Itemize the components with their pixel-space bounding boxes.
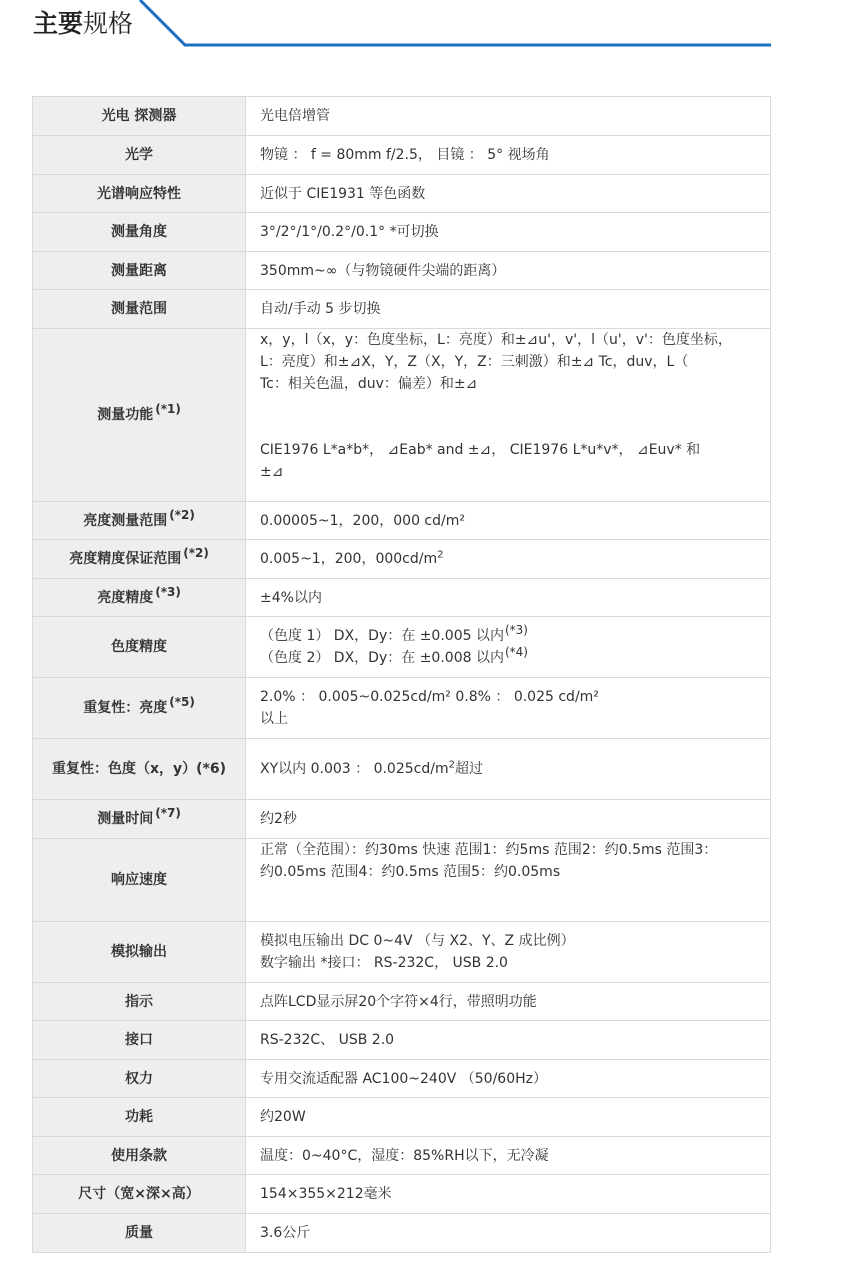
spec-value [246,839,771,922]
footnote-ref: (*7) [155,806,181,820]
spec-label: 色度精度 [33,617,246,678]
footnote-ref: (*3) [155,584,181,599]
spec-row [33,97,771,136]
spec-label: 测量角度 [33,213,246,252]
spec-label: 光学 [33,136,246,175]
spec-label: 功耗 [33,1098,246,1137]
section-title-light: 规格 [83,9,134,38]
spec-label: 光电 探测器 [33,97,246,136]
value-line: L：亮度）和±⊿X，Y，Z（X，Y，Z：三刺激）和±⊿ Tc，duv，L（ [260,354,689,370]
spec-value: RS-232C、 USB 2.0 [246,1021,771,1060]
spec-label: 测量范围 [33,290,246,329]
spec-row [33,617,771,678]
spec-label: 接口 [33,1021,246,1060]
spec-label: 光谱响应特性 [33,175,246,213]
spec-value: 温度：0~40°C，湿度：85%RH以下，无冷凝 [246,1137,771,1175]
value-line: ±⊿ [260,464,284,480]
value-line: Tc：相关色温，duv：偏差）和±⊿ [260,376,478,392]
spec-label: 重复性：亮度 (*5) [33,678,246,739]
spec-label: 亮度精度 (*3) [33,579,246,617]
spec-value: ±4%以内 [246,579,771,617]
value-line: 数字输出 *接口： RS-232C， USB 2.0 [260,955,508,971]
spec-label: 使用条款 [33,1137,246,1175]
footnote-ref: (*1) [155,402,181,416]
value-line: 约0.05ms 范围4：约0.5ms 范围5：约0.05ms [260,864,561,880]
spec-value [246,922,771,983]
section-header [0,0,841,60]
spec-table [32,96,771,1253]
footnote-ref: (*2) [183,546,209,560]
spec-label: 测量功能 (*1) [33,329,246,502]
spec-row [33,252,771,290]
spec-row [33,579,771,617]
spec-row [33,1021,771,1060]
spec-label: 测量距离 [33,252,246,290]
spec-label: 测量时间 (*7) [33,800,246,839]
spec-value: XY以内 0.003 ： $0.025cd/m^2$超过 [246,739,771,800]
spec-row [33,800,771,839]
spec-value [246,617,771,678]
spec-value: 3°/2°/1°/0.2°/0.1° *可切换 [246,213,771,252]
spec-row [33,213,771,252]
value-line: 模拟电压输出 DC 0~4V （与 X2、Y、Z 成比例） [260,933,575,949]
spec-label: 模拟输出 [33,922,246,983]
spec-row [33,739,771,800]
spec-label: 权力 [33,1060,246,1098]
value-line: （色度 1） DX，Dy：在 ±0.005 以内(*3) [260,623,528,644]
value-line: 2.0% ： 0.005~0.025cd/m² 0.8% ： 0.025 cd/m² [260,689,599,705]
title-underline [0,0,841,60]
spec-value: 物镜 ： f = 80mm f/2.5， 目镜 ： 5° 视场角 [246,136,771,175]
spec-row [33,540,771,579]
spec-row [33,1098,771,1137]
spec-row [33,502,771,540]
spec-row [33,678,771,739]
spacer [260,395,762,439]
value-line: （色度 2） DX，Dy：在 ±0.008 以内(*4) [260,645,528,666]
spec-value: 点阵LCD显示屏20个字符×4行，带照明功能 [246,983,771,1021]
spec-value [246,678,771,739]
spec-row [33,1060,771,1098]
spec-value: 154×355×212毫米 [246,1175,771,1214]
spec-value: 光电倍增管 [246,97,771,136]
spec-row [33,983,771,1021]
spec-value: 自动/手动 5 步切换 [246,290,771,329]
value-line: 以上 [260,711,288,727]
spec-label: 质量 [33,1214,246,1253]
spec-label: 重复性：色度（x，y）(*6) [33,739,246,800]
spec-value: 专用交流适配器 AC100~240V （50/60Hz） [246,1060,771,1098]
spec-label: 尺寸（宽×深×高） [33,1175,246,1214]
footnote-ref: (*2) [169,507,195,522]
spec-label: 亮度精度保证范围 (*2) [33,540,246,579]
footnote-ref: (*5) [169,695,195,709]
spec-value: 3.6公斤 [246,1214,771,1253]
spec-value: 0.005~1，200，$000cd/m^2$ [246,540,771,579]
value-line: x，y，l（x，y：色度坐标，L：亮度）和±⊿u'，v'，l（u'，v'：色度坐标， [260,332,732,348]
spec-label: 指示 [33,983,246,1021]
spec-value: 350mm~∞（与物镜硬件尖端的距离） [246,252,771,290]
spec-row [33,175,771,213]
spec-label: 响应速度 [33,839,246,922]
spec-value [246,329,771,502]
spec-row [33,329,771,502]
spec-row [33,1175,771,1214]
spec-row [33,290,771,329]
spec-row [33,922,771,983]
spec-row [33,136,771,175]
value-line: CIE1976 L*a*b*， ⊿Eab* and ±⊿， CIE1976 L*u*v*， ⊿Euv* 和 [260,442,701,458]
spec-row [33,1137,771,1175]
spec-value: 约2秒 [246,800,771,839]
spec-row [33,839,771,922]
section-title-bold: 主要 [33,9,84,38]
spec-value: 约20W [246,1098,771,1137]
spec-value: 近似于 CIE1931 等色函数 [246,175,771,213]
spec-label: 亮度测量范围 (*2) [33,502,246,540]
spec-value: 0.00005~1，200，000 cd/m² [246,502,771,540]
value-line: 正常（全范围）：约30ms 快速 范围1：约5ms 范围2：约0.5ms 范围3： [260,842,718,858]
spec-row [33,1214,771,1253]
